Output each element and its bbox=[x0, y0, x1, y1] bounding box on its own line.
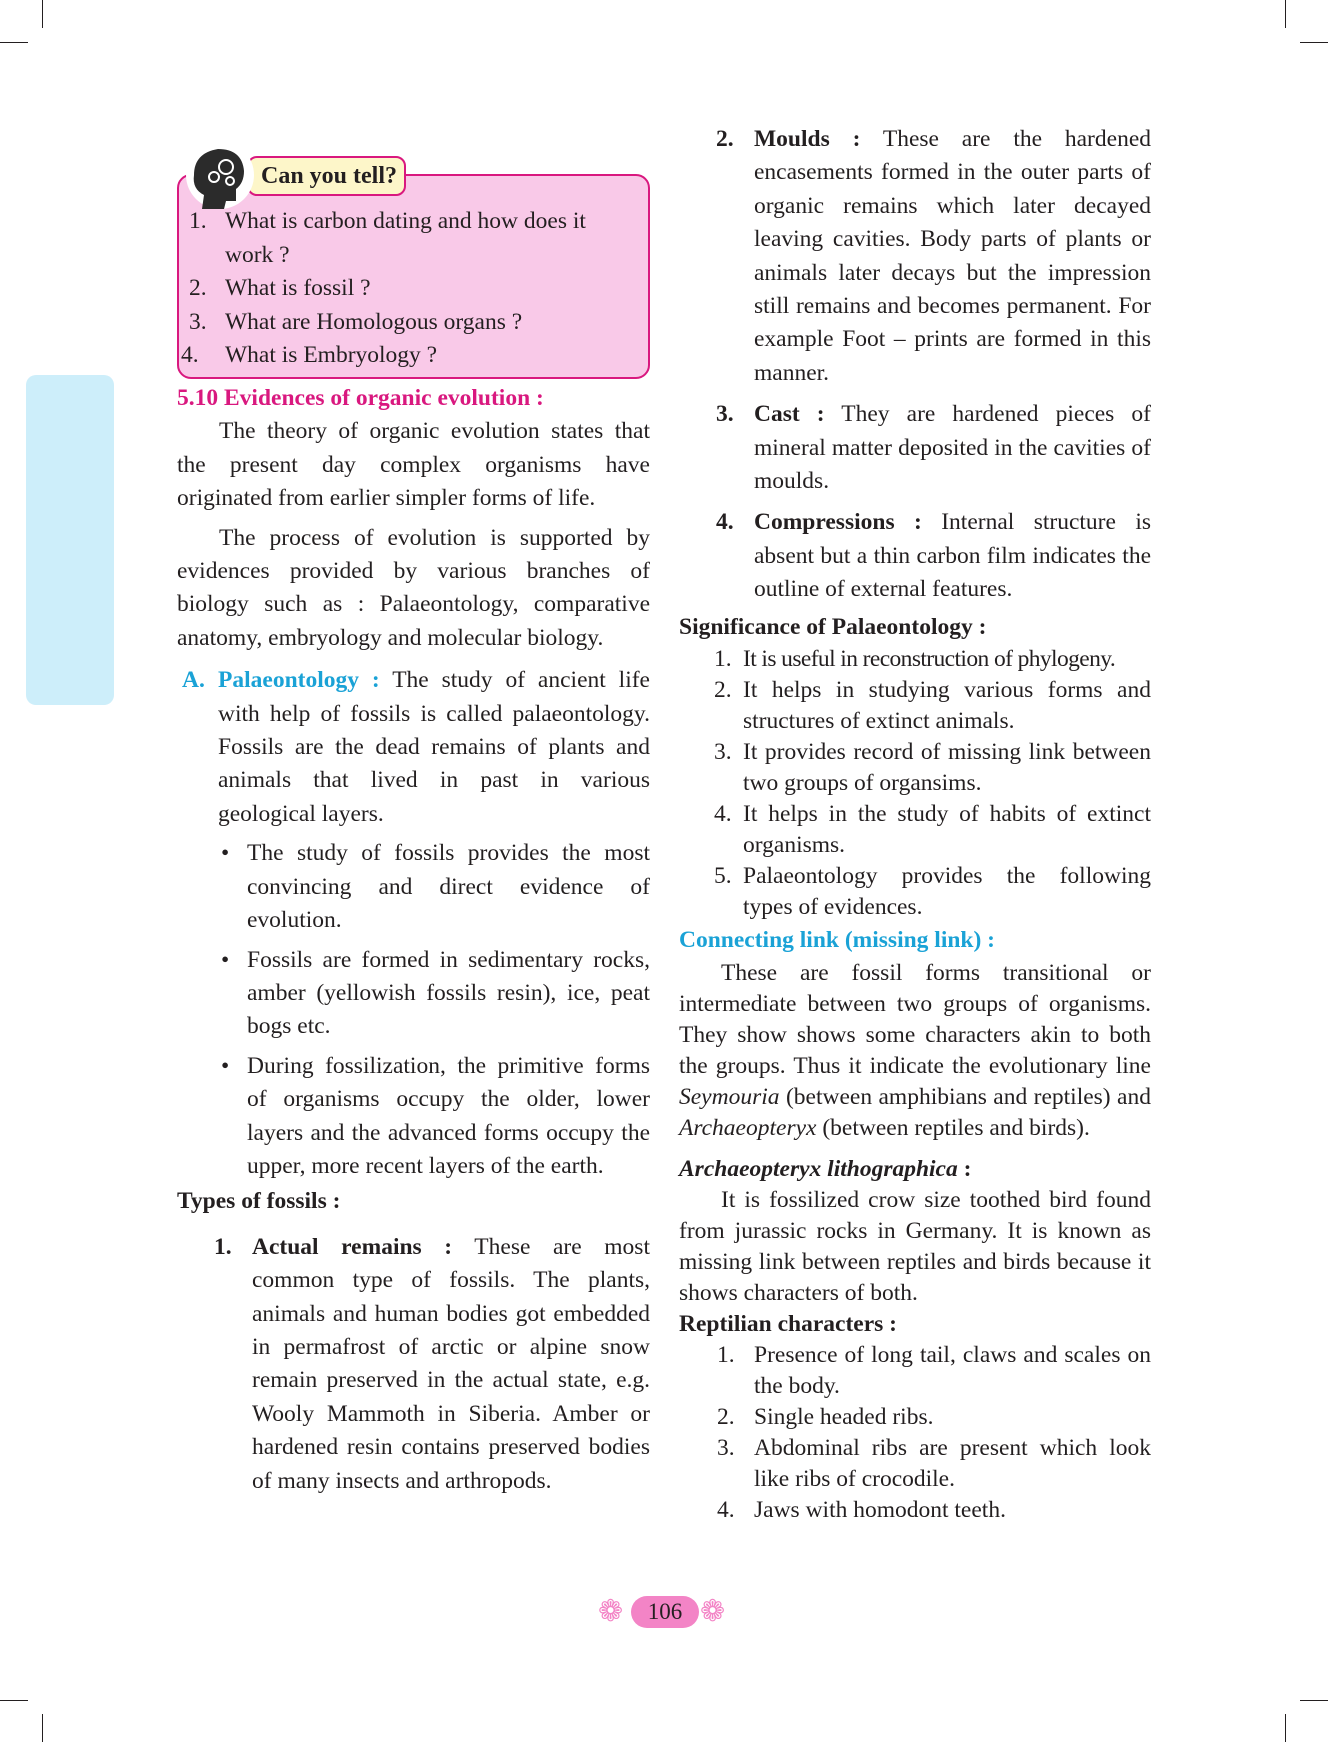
significance-item: 3. It provides record of missing link between two groups of organsims. bbox=[714, 739, 1151, 797]
flower-ornament-icon: ❁ bbox=[700, 1595, 726, 1628]
paragraph: The theory of organic evolution states that the present day complex organisms have originated from earlier simpler forms of life. bbox=[177, 418, 650, 512]
page-number bbox=[598, 1592, 730, 1632]
bullet-item: • Fossils are formed in sedimentary rocks, amber (yellowish fossils resin), ice, peat bogs etc. bbox=[221, 946, 650, 1040]
section-heading: 5.10 Evidences of organic evolution : bbox=[177, 385, 544, 411]
list-item: 4. What is Embryology ? bbox=[181, 342, 438, 368]
thinking-head-icon bbox=[180, 139, 254, 215]
reptilian-item: 2. Single headed ribs. bbox=[717, 1403, 934, 1430]
significance-heading: Significance of Palaeontology : bbox=[679, 613, 987, 640]
archaeopteryx-heading: Archaeopteryx lithographica : bbox=[679, 1155, 972, 1182]
list-item: 2. What is fossil ? bbox=[189, 275, 371, 301]
paragraph: The process of evolution is supported by evidences provided by various branches of biology such as : Palaeontology, comparative anatomy, embryology and molecular biology. bbox=[177, 524, 650, 651]
right-column bbox=[679, 123, 1151, 1526]
can-you-tell-box bbox=[177, 153, 650, 378]
fossil-type-item: 1. Actual remains : These are most common type of fossils. The plants, animals and human bodies got embedded in permafrost of arctic or alpine snow remain preserved in the actual state, e.g. Wooly Mammoth in Siberia. Amber or hardened resin contains preserved bodies of many insects and arthropods. bbox=[214, 1233, 650, 1494]
bullet-item: • The study of fossils provides the most convincing and direct evidence of evolution. bbox=[221, 840, 650, 934]
reptilian-item: 1. Presence of long tail, claws and scales on the body. bbox=[717, 1341, 1151, 1399]
side-tab bbox=[26, 375, 114, 705]
list-item: 3. What are Homologous organs ? bbox=[189, 308, 523, 335]
fossil-type-item: 2. Moulds : These are the hardened encasements formed in the outer parts of organic remains which later decayed leaving cavities. Body parts of plants or animals later decays but the impression still remains and becomes permanent. For example Foot – prints are formed in this manner. bbox=[716, 126, 1151, 386]
significance-item: 4. It helps in the study of habits of extinct organisms. bbox=[714, 801, 1151, 859]
list-item: 1. What is carbon dating and how does it work ? bbox=[189, 208, 586, 268]
reptilian-heading: Reptilian characters : bbox=[679, 1310, 897, 1337]
archaeopteryx-paragraph: It is fossilized crow size toothed bird found from jurassic rocks in Germany. It is known as missing link between reptiles and birds because it shows characters of both. bbox=[679, 1186, 1151, 1306]
connecting-link-heading: Connecting link (missing link) : bbox=[679, 927, 996, 954]
flower-ornament-icon: ❁ bbox=[598, 1595, 624, 1628]
palaeontology-item: A. Palaeontology : The study of ancient life with help of fossils is called palaeontology. Fossils are the dead remains of plants and animals that lived in past in various geological layers. bbox=[182, 667, 650, 827]
bullet-item: • During fossilization, the primitive forms of organisms occupy the older, lower layers and the advanced forms occupy the upper, more recent layers of the earth. bbox=[221, 1052, 650, 1179]
can-you-tell-title: Can you tell? bbox=[247, 156, 406, 196]
page-number-pill: 106 bbox=[631, 1596, 699, 1628]
reptilian-item: 3. Abdominal ribs are present which look like ribs of crocodile. bbox=[717, 1434, 1151, 1492]
types-heading: Types of fossils : bbox=[177, 1188, 341, 1215]
left-column bbox=[177, 150, 650, 1498]
significance-item: 1. It is useful in reconstruction of phylogeny. bbox=[714, 646, 1116, 673]
connecting-link-paragraph: These are fossil forms transitional or intermediate between two groups of organisms. They show shows some characters akin to both the groups. Thus it indicate the evolutionary line Seymouria (between amphibians and reptiles) and Archaeopteryx (between reptiles and birds). bbox=[679, 959, 1151, 1141]
fossil-type-item: 3. Cast : They are hardened pieces of mineral matter deposited in the cavities of moulds. bbox=[716, 401, 1151, 495]
reptilian-item: 4. Jaws with homodont teeth. bbox=[717, 1496, 1006, 1523]
significance-item: 5. Palaeontology provides the following types of evidences. bbox=[714, 863, 1151, 921]
significance-item: 2. It helps in studying various forms and structures of extinct animals. bbox=[714, 677, 1151, 735]
fossil-type-item: 4. Compressions : Internal structure is absent but a thin carbon film indicates the outline of external features. bbox=[716, 509, 1151, 603]
